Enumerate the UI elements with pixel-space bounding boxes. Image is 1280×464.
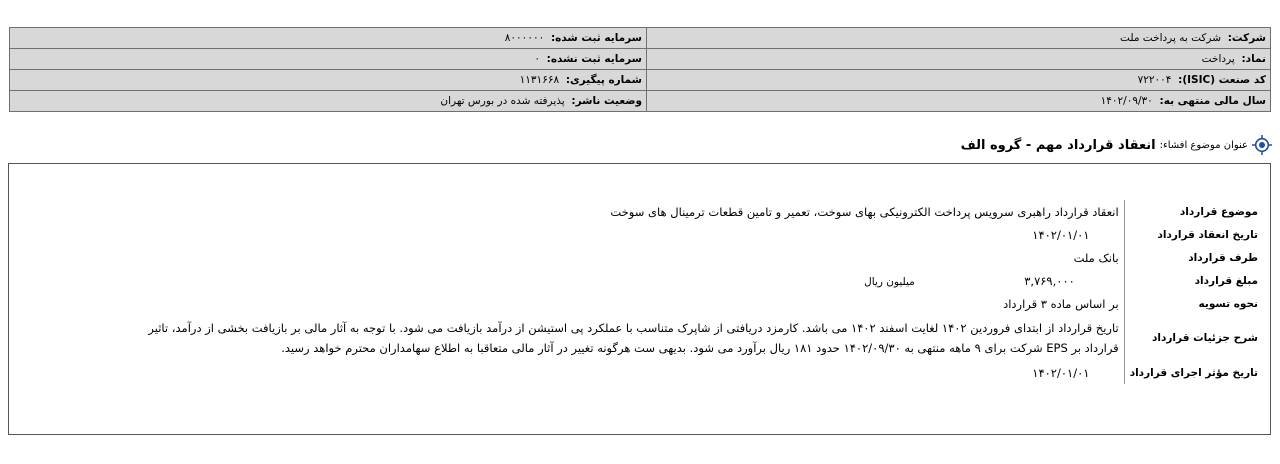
subject-title: انعقاد قرارداد مهم - گروه الف — [960, 137, 1156, 153]
info-label: وضعیت ناشر: — [571, 95, 642, 107]
info-value: پذیرفته شده در بورس تهران — [440, 95, 565, 107]
detail-row-amount — [22, 269, 1262, 292]
disclosure-subject — [961, 135, 1272, 155]
detail-value: بر اساس ماده ۳ قرارداد — [1003, 296, 1119, 311]
subject-prefix: عنوان موضوع افشاء: — [1159, 139, 1248, 151]
info-row — [10, 70, 1271, 91]
info-value: ۰ — [534, 53, 540, 65]
company-info-table — [9, 27, 1271, 112]
detail-value — [22, 223, 1124, 246]
info-row — [10, 28, 1271, 49]
info-label: سرمایه ثبت نشده: — [546, 53, 642, 65]
info-label: سرمایه ثبت شده: — [550, 32, 642, 44]
detail-row-settlement — [22, 292, 1262, 315]
detail-label: نحوه تسویه — [1124, 292, 1262, 315]
info-row — [10, 91, 1271, 112]
info-cell — [10, 28, 647, 49]
detail-value — [22, 269, 1124, 292]
contract-details-panel — [8, 163, 1271, 435]
info-label: شماره پیگیری: — [565, 74, 642, 86]
info-value: ۱۱۳۱۶۶۸ — [519, 74, 560, 86]
detail-label: طرف قرارداد — [1124, 246, 1262, 269]
info-cell — [10, 49, 647, 70]
detail-row-party — [22, 246, 1262, 269]
description-line: تاریخ قرارداد از ابتدای فروردین ۱۴۰۲ لغایت اسفند ۱۴۰۲ می باشد. کارمزد دریافتی از شاپرک متناسب با عملکرد پی استیشن از درآمد بازیافت می شود. با توجه به آثار مالی بر بازیافت بخشی از درآمد، تاثیر — [148, 321, 1119, 335]
detail-label: شرح جزئیات قرارداد — [1124, 315, 1262, 361]
info-row — [10, 49, 1271, 70]
info-value: ۸۰۰۰۰۰۰ — [504, 32, 545, 44]
contract-details-table — [22, 200, 1262, 384]
info-label: سال مالی منتهی به: — [1159, 95, 1266, 107]
info-cell — [647, 91, 1271, 112]
target-icon — [1252, 135, 1272, 155]
info-value: پرداخت — [1201, 53, 1235, 65]
info-value: ۱۴۰۲/۰۹/۳۰ — [1100, 95, 1153, 107]
detail-value — [22, 315, 1124, 361]
contract-date: ۱۴۰۲/۰۱/۰۱ — [1032, 227, 1090, 242]
detail-value — [22, 361, 1124, 384]
detail-label: تاریخ انعقاد قرارداد — [1124, 223, 1262, 246]
info-label: شرکت: — [1227, 32, 1266, 44]
info-value: شرکت به پرداخت ملت — [1120, 32, 1222, 44]
detail-value: انعقاد قرارداد راهبری سرویس پرداخت الکترونیکی بهای سوخت، تعمیر و تامین قطعات ترمینال های سوخت — [610, 204, 1119, 219]
info-cell — [10, 91, 647, 112]
detail-row-subject — [22, 200, 1262, 223]
effective-date: ۱۴۰۲/۰۱/۰۱ — [1032, 365, 1090, 380]
detail-value: بانک ملت — [1073, 250, 1119, 265]
info-cell — [647, 70, 1271, 91]
info-label: کد صنعت (ISIC): — [1178, 74, 1266, 86]
detail-label: مبلغ قرارداد — [1124, 269, 1262, 292]
info-cell — [10, 70, 647, 91]
detail-row-effective-date — [22, 361, 1262, 384]
contract-amount: ۳,۷۶۹,۰۰۰ — [1024, 273, 1075, 288]
description-line: قرارداد بر EPS شرکت برای ۹ ماهه منتهی به ۱۴۰۲/۰۹/۳۰ حدود ۱۸۱ ریال برآورد می شود. بدیهی ست هرگونه تغییر در آثار مالی متعاقبا به اطلاع سهامداران محترم خواهد رسید. — [281, 341, 1119, 355]
info-label: نماد: — [1241, 53, 1266, 65]
detail-row-date — [22, 223, 1262, 246]
info-cell — [647, 28, 1271, 49]
info-value: ۷۲۲۰۰۴ — [1137, 74, 1172, 86]
amount-unit: میلیون ریال — [864, 275, 915, 288]
detail-label: موضوع قرارداد — [1124, 200, 1262, 223]
detail-row-description — [22, 315, 1262, 361]
info-cell — [647, 49, 1271, 70]
detail-label: تاریخ مؤثر اجرای قرارداد — [1124, 361, 1262, 384]
